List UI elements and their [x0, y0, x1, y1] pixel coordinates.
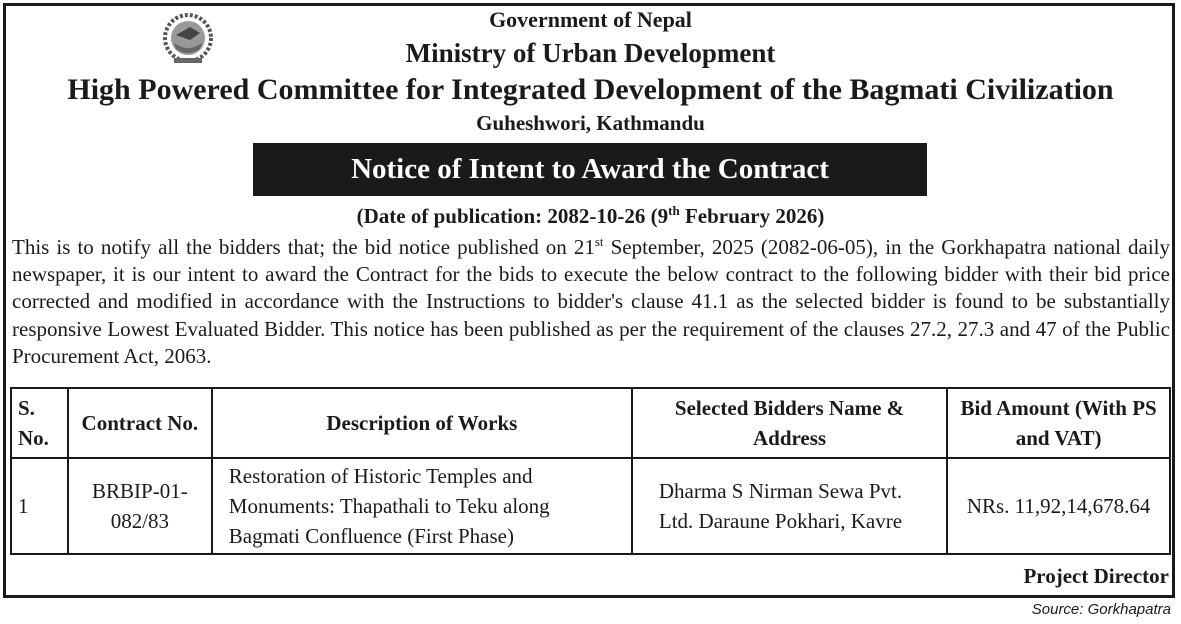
location-heading: Guheshwori, Kathmandu — [476, 111, 705, 135]
source-caption: Source: Gorkhapatra — [1031, 601, 1171, 618]
header-bid-amount: Bid Amount (With PS and VAT) — [947, 388, 1170, 458]
date-sup: th — [668, 203, 680, 218]
date-suffix: February 2026) — [679, 204, 825, 228]
cell-sno: 1 — [11, 458, 68, 554]
header-contract-no: Contract No. — [68, 388, 212, 458]
header-description: Description of Works — [212, 388, 632, 458]
table-row — [11, 458, 1170, 554]
header-bidder: Selected Bidders Name & Address — [632, 388, 947, 458]
committee-heading: High Powered Committee for Integrated Development of the Bagmati Civilization — [67, 73, 1114, 106]
body-sup: st — [594, 234, 604, 249]
cell-description: Restoration of Historic Temples and Monuments: Thapathali to Teku along Bagmati Confluence (First Phase) — [212, 458, 632, 554]
notice-title: Notice of Intent to Award the Contract — [253, 143, 927, 196]
body-text-2: September, 2025 (2082-06-05), in the Gorkhapatra national daily newspaper, it is our intent to award the Contract for the bids to execute the below contract to the following bidder with their bid price corrected and modified in accordance with the Instructions to bidder's clause 41.1 as the selected bidder is found to be substantially responsive Lowest Evaluated Bidder. This notice has been published as per the requirement of the clauses 27.2, 27.3 and 47 of the Public Procurement Act, 2063. — [12, 235, 1171, 368]
cell-bid-amount: NRs. 11,92,14,678.64 — [947, 458, 1170, 554]
cell-contract-no: BRBIP-01-082/83 — [68, 458, 212, 554]
publication-date — [0, 204, 1181, 229]
government-heading: Government of Nepal — [489, 7, 692, 32]
header-sno: S. No. — [11, 388, 68, 458]
notice-body — [12, 234, 1170, 370]
table-header-row — [11, 388, 1170, 458]
award-table — [10, 387, 1171, 555]
ministry-heading: Ministry of Urban Development — [405, 38, 776, 68]
date-prefix: (Date of publication: 2082-10-26 (9 — [356, 204, 669, 228]
body-text-1: This is to notify all the bidders that; the bid notice published on 21 — [12, 235, 595, 259]
signature: Project Director — [1023, 564, 1169, 588]
cell-bidder: Dharma S Nirman Sewa Pvt. Ltd. Daraune Pokhari, Kavre — [632, 458, 947, 554]
